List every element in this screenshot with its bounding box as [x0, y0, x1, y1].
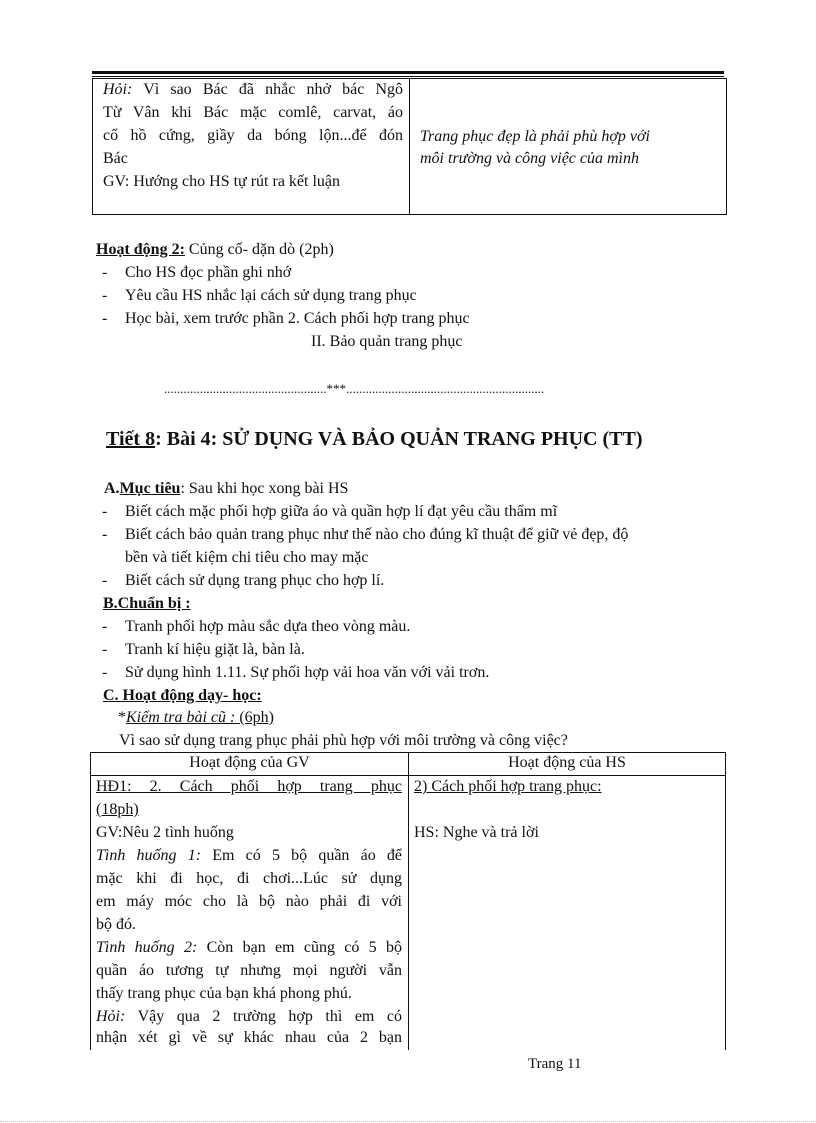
- objective-item: Biết cách sử dụng trang phục cho hợp lí.: [125, 572, 385, 589]
- activity2-item: Cho HS đọc phần ghi nhớ: [125, 264, 292, 281]
- activity2-item: Yêu cầu HS nhắc lại cách sử dụng trang phục: [125, 287, 417, 304]
- check-old-lesson: [118, 707, 274, 729]
- bullet-dash: -: [102, 641, 108, 658]
- main-table-body-right: [408, 775, 726, 1050]
- gv-line: [96, 937, 402, 959]
- section-c-heading: C. Hoạt động dạy- học:: [103, 687, 262, 704]
- conclusion-line: môi trường và công việc của mình: [420, 150, 639, 167]
- text: Mục tiêu: [119, 480, 181, 497]
- preparation-item: Tranh phối hợp màu sắc dựa theo vòng màu.: [125, 618, 411, 635]
- text: .............................................................: [346, 381, 545, 396]
- preparation-item: Sử dụng hình 1.11. Sự phối hợp vải hoa văn với vải trơn.: [125, 664, 490, 681]
- text: Em có 5 bộ quần áo để: [201, 847, 403, 864]
- activity2-item-continuation: II. Bảo quản trang phục: [311, 333, 463, 350]
- section-a-heading: [104, 478, 348, 500]
- gv-line: mặc khi đi học, đi chơi...Lúc sử dụng: [96, 870, 402, 887]
- text: Sau khi học xong bài HS: [184, 480, 349, 497]
- objective-item-continuation: bền và tiết kiệm chi tiêu cho may mặc: [125, 549, 369, 566]
- text: ***: [326, 381, 346, 396]
- text: Bác: [103, 150, 128, 167]
- text: Vì sao Bác đã nhắc nhở bác Ngô: [132, 81, 403, 98]
- objective-item: Biết cách bảo quản trang phục như thế nào cho đúng kĩ thuật để giữ vẻ đẹp, độ: [125, 526, 629, 543]
- text: cổ hồ cứng, giầy da bóng lộn...để đón: [103, 127, 403, 144]
- bullet-dash: -: [102, 664, 108, 681]
- top-left-line: [103, 171, 340, 193]
- page-number: Trang 11: [528, 1056, 582, 1072]
- gv-line: nhận xét gì về sự khác nhau của 2 bạn: [96, 1029, 402, 1046]
- bullet-dash: -: [102, 264, 108, 281]
- text: Tình huống 1:: [96, 847, 202, 864]
- text: Từ Vân khi Bác mặc comlê, carvat, áo: [103, 104, 403, 121]
- gv-column-header: Hoạt động của GV: [189, 754, 310, 771]
- text: Tiết 8: [106, 428, 156, 450]
- top-left-line: [103, 148, 128, 170]
- top-left-line: [103, 125, 403, 147]
- objective-item: Biết cách mặc phối hợp giữa áo và quần hợp lí đạt yêu cầu thẩm mĩ: [125, 503, 558, 520]
- hs-column-header: Hoạt động của HS: [508, 754, 626, 771]
- hs-response: HS: Nghe và trả lời: [414, 824, 539, 841]
- text: Vậy qua 2 trường hợp thì em có: [125, 1008, 402, 1025]
- text: Tình huống 2:: [96, 939, 198, 956]
- text: :: [180, 480, 185, 497]
- bullet-dash: -: [102, 310, 108, 327]
- text: Kiểm tra bài cũ :: [126, 709, 236, 726]
- activity2-heading: [96, 239, 334, 261]
- lesson-title: [106, 425, 643, 453]
- text: (6ph): [235, 709, 274, 726]
- text: A.: [104, 480, 120, 497]
- bullet-dash: -: [102, 503, 108, 520]
- gv-line: [96, 1006, 402, 1028]
- gv-line: GV:Nêu 2 tình huống: [96, 824, 234, 841]
- gv-line: (18ph): [96, 801, 139, 818]
- text: Còn bạn em cũng có 5 bộ: [197, 939, 402, 956]
- top-left-line: [103, 79, 403, 101]
- bullet-dash: -: [102, 572, 108, 589]
- activity2-item: Học bài, xem trước phần 2. Cách phối hợp trang phục: [125, 310, 470, 327]
- gv-line: quần áo tương tự nhưng mọi người vẫn: [96, 962, 402, 979]
- text: ..................................................: [164, 381, 327, 396]
- text: Hỏi:: [96, 1008, 126, 1025]
- gv-line: HĐ1: 2. Cách phối hợp trang phục: [96, 778, 402, 795]
- text: GV: Hướng cho HS tự rút ra kết luận: [103, 173, 341, 190]
- question-label: Hỏi:: [103, 81, 133, 98]
- gv-line: [96, 845, 402, 867]
- conclusion-line: Trang phục đẹp là phải phù hợp với: [420, 128, 650, 145]
- text: Hoạt động 2:: [96, 241, 185, 258]
- bullet-dash: -: [102, 526, 108, 543]
- bullet-dash: -: [102, 618, 108, 635]
- preparation-item: Tranh kí hiệu giặt là, bàn là.: [125, 641, 305, 658]
- gv-line: em máy móc cho là bộ nào phải đi với: [96, 893, 402, 910]
- text: Củng cố- dặn dò (2ph): [184, 241, 334, 258]
- gv-line: thấy trang phục của bạn khá phong phú.: [96, 985, 352, 1002]
- top-left-line: [103, 102, 403, 124]
- page-edge: [0, 1121, 816, 1122]
- separator: [164, 378, 544, 400]
- top-thick-rule: [92, 71, 724, 74]
- gv-line: bộ đó.: [96, 916, 136, 933]
- check-question: Vì sao sử dụng trang phục phải phù hợp với môi trường và công việc?: [119, 732, 568, 749]
- top-thin-rule: [92, 76, 724, 77]
- text: : Bài 4: SỬ DỤNG VÀ BẢO QUẢN TRANG PHỤC (TT): [155, 428, 643, 450]
- bullet-dash: -: [102, 287, 108, 304]
- text: *: [118, 709, 126, 726]
- hs-heading: 2) Cách phối hợp trang phục:: [414, 778, 602, 795]
- section-b-heading: B.Chuẩn bị :: [103, 595, 191, 612]
